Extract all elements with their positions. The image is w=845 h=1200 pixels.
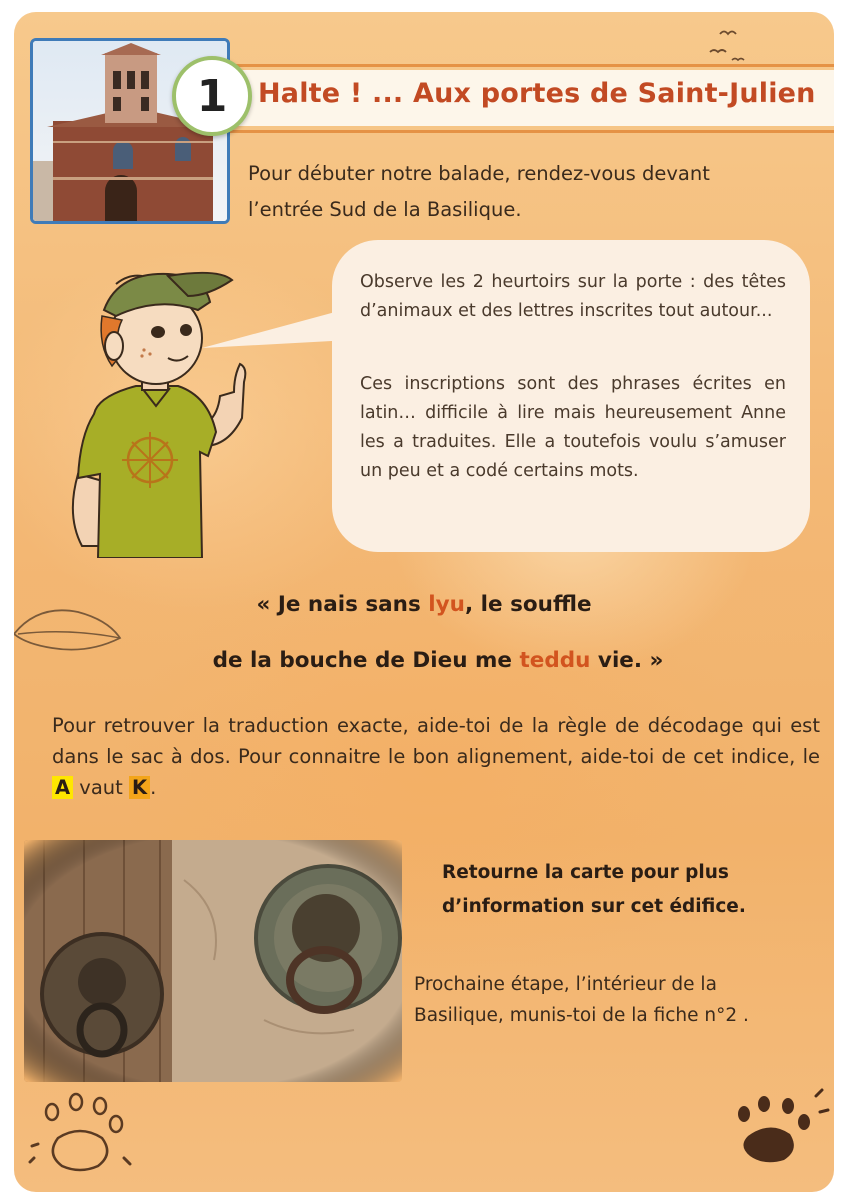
- decoding-middle: vaut: [73, 776, 129, 799]
- intro-line-2: l’entrée Sud de la Basilique.: [248, 198, 522, 221]
- decoding-instructions: [52, 710, 820, 803]
- intro-text: [248, 156, 828, 228]
- hint-letter-a: A: [52, 776, 73, 799]
- door-knockers-photo: [24, 840, 402, 1082]
- hint-letter-k: K: [129, 776, 150, 799]
- next-step-text: [414, 969, 824, 1031]
- quote-line-2: [28, 648, 834, 673]
- quote-line-1: [14, 592, 834, 617]
- paw-print-icon: [28, 1088, 138, 1178]
- next-step-line-2: Basilique, munis-toi de la fiche n°2 .: [414, 1005, 749, 1026]
- retourne-line-2: d’information sur cet édifice.: [442, 896, 746, 917]
- activity-card: [14, 12, 834, 1192]
- retourne-text: [442, 856, 812, 924]
- quote-line-2-end: vie. »: [590, 648, 664, 673]
- quote-line-1-end: , le souffle: [464, 592, 592, 617]
- bubble-paragraph-1: Observe les 2 heurtoirs sur la porte : des têtes d’animaux et des lettres inscrites tout autour...: [360, 272, 786, 321]
- retourne-line-1: Retourne la carte pour plus: [442, 862, 729, 883]
- step-number-badge: 1: [172, 56, 252, 136]
- coded-word-2: teddu: [519, 648, 591, 673]
- quote-line-2-start: de la bouche de Dieu me: [212, 648, 520, 673]
- quote-line-1-start: « Je nais sans: [256, 592, 429, 617]
- boy-character-illustration: [58, 246, 268, 558]
- decoding-end: .: [150, 776, 157, 799]
- intro-line-1: Pour débuter notre balade, rendez-vous devant: [248, 162, 710, 185]
- header-stripe-bottom: [214, 130, 834, 133]
- header-stripe-top: [214, 64, 834, 67]
- page-title: Halte ! ... Aux portes de Saint-Julien: [258, 78, 816, 109]
- decoding-text: Pour retrouver la traduction exacte, aide-toi de la règle de décodage qui est dans le sac à dos. Pour connaitre le bon alignement, aide-toi de cet indice, le: [52, 714, 820, 768]
- bubble-paragraph-2: Ces inscriptions sont des phrases écrites en latin… difficile à lire mais heureusement Anne les a traduites. Elle a toutefois voulu s’amuser un peu et a codé certains mots.: [360, 374, 786, 481]
- next-step-line-1: Prochaine étape, l’intérieur de la: [414, 974, 717, 995]
- coded-word-1: lyu: [428, 592, 465, 617]
- paw-print-icon: [730, 1076, 830, 1166]
